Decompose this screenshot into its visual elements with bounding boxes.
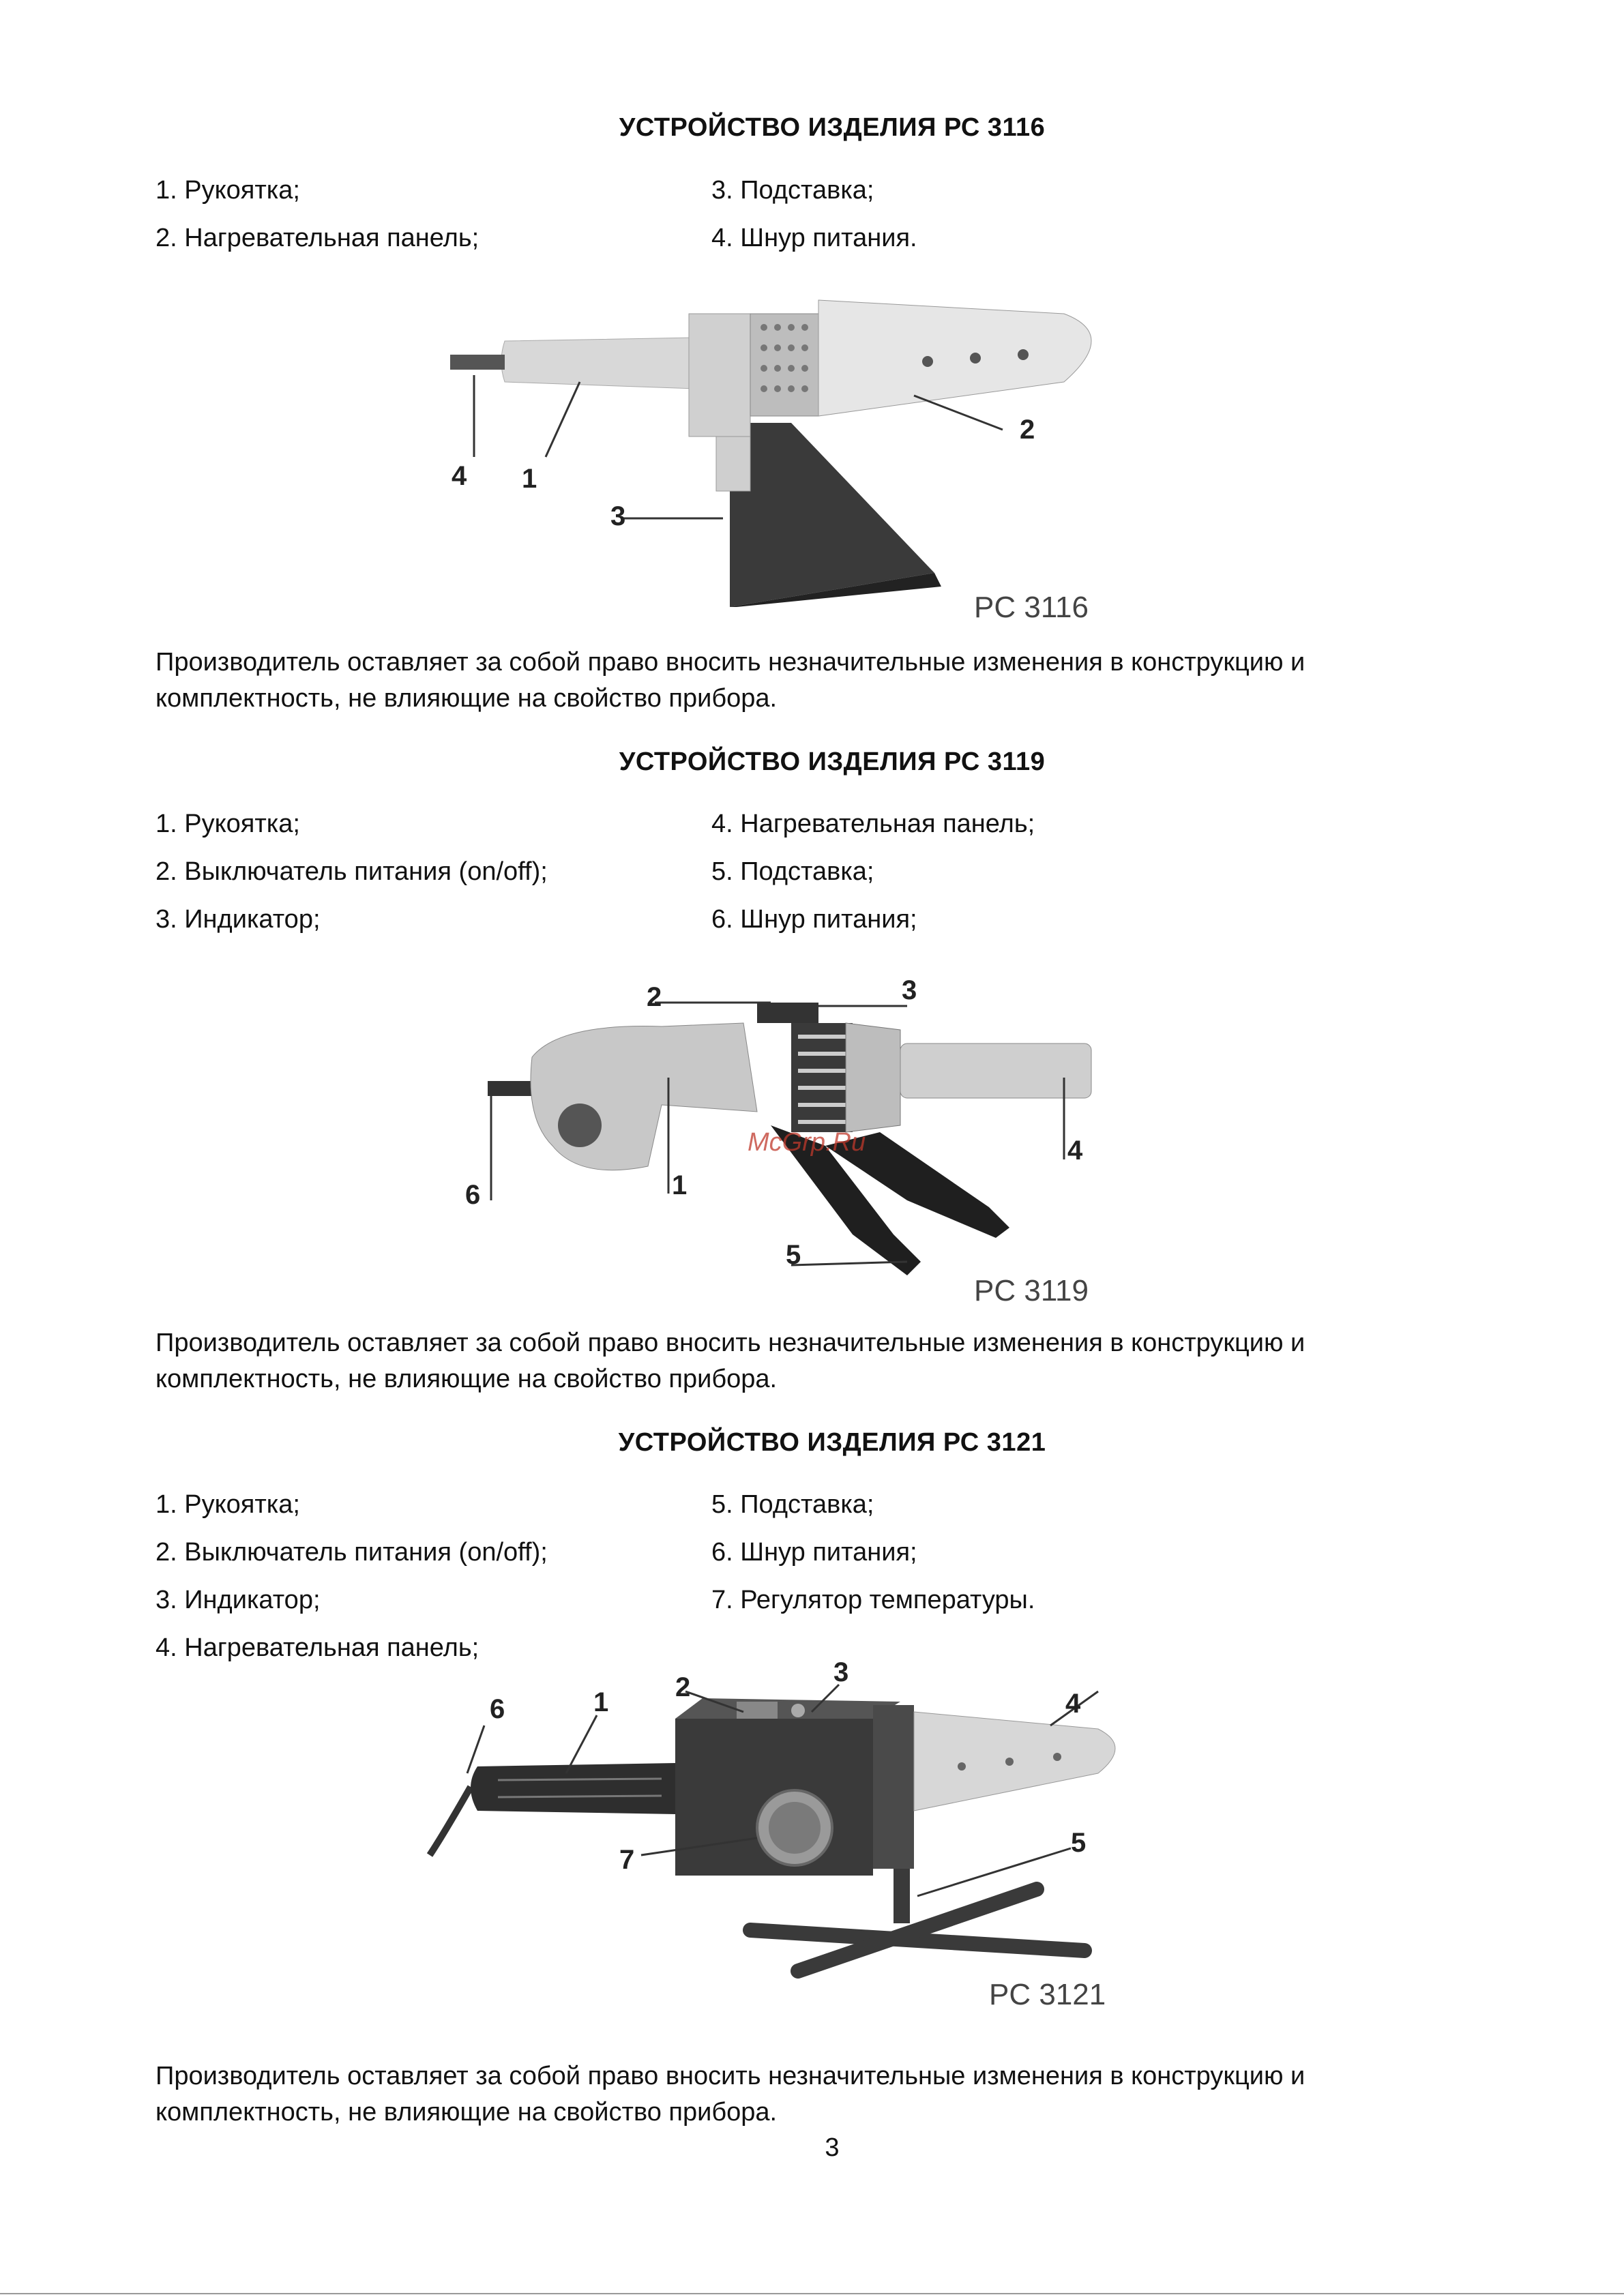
page-edge-divider bbox=[0, 2293, 1624, 2294]
callout-label: 3 bbox=[610, 501, 626, 531]
parts-list-item: 2. Нагревательная панель; bbox=[156, 224, 479, 252]
note-line: Производитель оставляет за собой право вносить незначительные изменения в конструкцию и bbox=[156, 2062, 1305, 2090]
page-number: 3 bbox=[825, 2133, 840, 2162]
callout-label: 5 bbox=[1071, 1828, 1087, 1858]
pc3116-illustration bbox=[437, 286, 1146, 627]
watermark-text: McGrp.Ru bbox=[748, 1128, 866, 1157]
callout-label: 1 bbox=[522, 464, 537, 494]
parts-list-item: 5. Подставка; bbox=[711, 1490, 874, 1519]
section-heading-pc3116: УСТРОЙСТВО ИЗДЕЛИЯ РС 3116 bbox=[619, 113, 1046, 142]
callout-label: 2 bbox=[675, 1672, 691, 1702]
note-line: комплектность, не влияющие на свойство прибора. bbox=[156, 2098, 778, 2127]
note-line: комплектность, не влияющие на свойство прибора. bbox=[156, 1365, 778, 1393]
parts-list-item: 3. Индикатор; bbox=[156, 905, 321, 934]
pc3121-illustration bbox=[416, 1671, 1139, 1992]
parts-list-item: 3. Индикатор; bbox=[156, 1586, 321, 1614]
disclaimer-note bbox=[156, 1325, 1451, 1397]
callout-label: 3 bbox=[833, 1657, 849, 1687]
parts-list-item: 5. Подставка; bbox=[711, 857, 874, 886]
parts-list-item: 4. Нагревательная панель; bbox=[711, 810, 1035, 838]
parts-list-item: 2. Выключатель питания (on/off); bbox=[156, 1538, 548, 1567]
callout-label: 6 bbox=[490, 1694, 505, 1724]
callout-label: 4 bbox=[1067, 1136, 1083, 1166]
figure-model-label: PC 3119 bbox=[974, 1274, 1089, 1307]
callout-label: 6 bbox=[465, 1180, 481, 1210]
parts-list-item: 1. Рукоятка; bbox=[156, 176, 300, 205]
callout-label: 4 bbox=[452, 461, 467, 491]
disclaimer-note bbox=[156, 2058, 1451, 2131]
note-line: Производитель оставляет за собой право вносить незначительные изменения в конструкцию и bbox=[156, 648, 1305, 677]
parts-list-item: 1. Рукоятка; bbox=[156, 810, 300, 838]
callout-label: 5 bbox=[786, 1240, 801, 1270]
parts-list-item: 3. Подставка; bbox=[711, 176, 874, 205]
parts-list-item: 7. Регулятор температуры. bbox=[711, 1586, 1035, 1614]
note-line: Производитель оставляет за собой право вносить незначительные изменения в конструкцию и bbox=[156, 1329, 1305, 1357]
note-line: комплектность, не влияющие на свойство прибора. bbox=[156, 684, 778, 713]
parts-list-item: 6. Шнур питания; bbox=[711, 905, 917, 934]
section-heading-pc3119: УСТРОЙСТВО ИЗДЕЛИЯ РС 3119 bbox=[619, 747, 1046, 776]
callout-label: 3 bbox=[902, 975, 917, 1005]
parts-list-item: 6. Шнур питания; bbox=[711, 1538, 917, 1567]
callout-label: 1 bbox=[672, 1170, 688, 1200]
callout-label: 2 bbox=[647, 982, 662, 1012]
parts-list-item: 4. Шнур питания. bbox=[711, 224, 917, 252]
parts-list-item: 4. Нагревательная панель; bbox=[156, 1633, 479, 1662]
figure-model-label: PC 3116 bbox=[974, 591, 1089, 624]
callout-label: 4 bbox=[1065, 1689, 1081, 1719]
callout-label: 7 bbox=[619, 1845, 635, 1875]
disclaimer-note bbox=[156, 645, 1451, 717]
parts-list-item: 1. Рукоятка; bbox=[156, 1490, 300, 1519]
section-heading-pc3121: УСТРОЙСТВО ИЗДЕЛИЯ РС 3121 bbox=[618, 1428, 1046, 1457]
figure-model-label: PC 3121 bbox=[989, 1978, 1106, 2011]
callout-label: 2 bbox=[1020, 415, 1035, 445]
callout-label: 1 bbox=[593, 1687, 609, 1717]
parts-list-item: 2. Выключатель питания (on/off); bbox=[156, 857, 548, 886]
